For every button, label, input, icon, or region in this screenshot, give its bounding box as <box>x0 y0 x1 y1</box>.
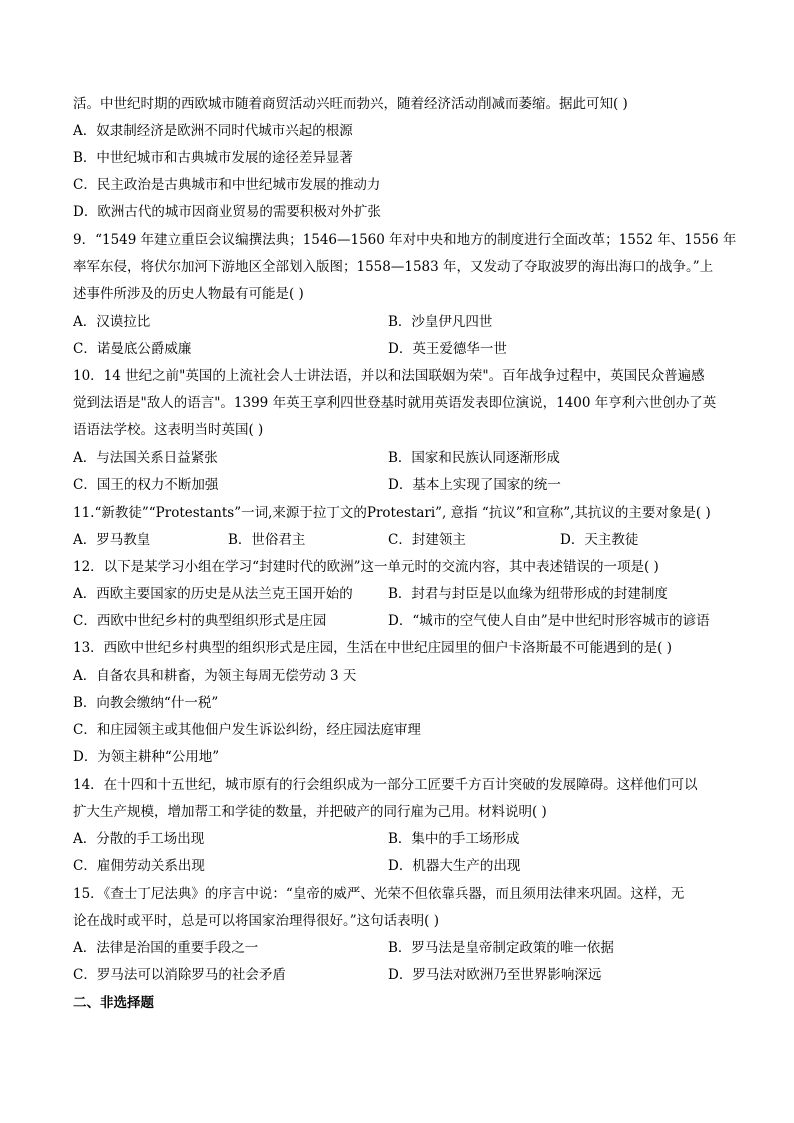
q13-stem: 13．西欧中世纪乡村典型的组织形式是庄园，生活在中世纪庄园里的佃户卡洛斯最不可能遇到的是( ) <box>73 640 673 656</box>
q12-option-d: D．“城市的空气使人自由”是中世纪时形容城市的谚语 <box>388 613 710 629</box>
q15-option-c: C．罗马法可以消除罗马的社会矛盾 <box>73 967 286 983</box>
q8-option-b: B．中世纪城市和古典城市发展的途径差异显著 <box>73 150 353 166</box>
q14-option-c: C．雇佣劳动关系出现 <box>73 858 205 874</box>
q12-option-b: B．封君与封臣是以血缘为纽带形成的封建制度 <box>388 586 668 602</box>
q13-option-b: B．向教会缴纳“什一税” <box>73 695 219 711</box>
q10-stem-line: 语语法学校。这表明当时英国( ) <box>73 422 264 438</box>
q11-option-d: D．天主教徒 <box>560 532 639 548</box>
q10-option-c: C．国王的权力不断加强 <box>73 477 219 493</box>
q12-option-a: A．西欧主要国家的历史是从法兰克王国开始的 <box>73 586 353 602</box>
q13-option-c: C．和庄园领主或其他佃户发生诉讼纠纷，经庄园法庭审理 <box>73 722 421 738</box>
q11-stem: 11.“新教徒”“Protestants”一词,来源于拉丁文的Protestari”, 意指 “抗议”和宣称”,其抗议的主要对象是( ) <box>73 505 711 521</box>
q12-stem: 12．以下是某学习小组在学习“封建时代的欧洲”这一单元时的交流内容，其中表述错误的一项是( ) <box>73 559 659 575</box>
q9-option-a: A．汉谟拉比 <box>73 314 151 330</box>
q8-option-a: A．奴隶制经济是欧洲不同时代城市兴起的根源 <box>73 123 353 139</box>
q9-option-d: D．英王爱德华一世 <box>388 341 507 357</box>
q14-option-a: A．分散的手工场出现 <box>73 831 205 847</box>
q9-option-c: C．诺曼底公爵威廉 <box>73 341 192 357</box>
q10-stem-line: 10．14 世纪之前"英国的上流社会人士讲法语，并以和法国联姻为荣"。百年战争过程中，英国民众普遍感 <box>73 368 705 384</box>
q13-option-a: A．自备农具和耕畜，为领主每周无偿劳动 3 天 <box>73 668 357 684</box>
q10-option-a: A．与法国关系日益紧张 <box>73 450 218 466</box>
q11-option-b: B．世俗君主 <box>228 532 306 548</box>
q9-stem-line: 述事件所涉及的历史人物最有可能是( ) <box>73 286 304 302</box>
q15-stem-line: 论在战时或平时，总是可以将国家治理得很好。”这句话表明( ) <box>73 913 439 929</box>
q11-option-c: C．封建领主 <box>388 532 466 548</box>
q15-option-a: A．法律是治国的重要手段之一 <box>73 940 259 956</box>
q14-stem-line: 扩大生产规模，增加帮工和学徒的数量，并把破产的同行雇为己用。材料说明( ) <box>73 804 547 820</box>
q9-stem-line: 率军东侵，将伏尔加河下游地区全部划入版图；1558—1583 年，又发动了夺取波罗的海出海口的战争。”上 <box>73 259 714 275</box>
q8-stem-tail: 活。中世纪时期的西欧城市随着商贸活动兴旺而勃兴，随着经济活动削减而萎缩。据此可知( ) <box>73 96 628 112</box>
q14-stem-line: 14．在十四和十五世纪，城市原有的行会组织成为一部分工匠要千方百计突破的发展障碍。这样他们可以 <box>73 777 698 793</box>
q13-option-d: D．为领主耕种“公用地” <box>73 749 220 765</box>
q10-stem-line: 觉到法语是"敌人的语言"。1399 年英王享利四世登基时就用英语发表即位演说，1400 年亨利六世创办了英 <box>73 395 717 411</box>
q10-option-b: B．国家和民族认同逐渐形成 <box>388 450 560 466</box>
q14-option-d: D．机器大生产的出现 <box>388 858 521 874</box>
q9-stem-line: 9．“1549 年建立重臣会议编撰法典；1546—1560 年对中央和地方的制度进行全面改革；1552 年、1556 年 <box>73 232 737 248</box>
q15-stem-line: 15．《查士丁尼法典》的序言中说：“皇帝的威严、光荣不但依靠兵器，而且须用法律来巩固。这样，无 <box>73 886 685 902</box>
q12-option-c: C．西欧中世纪乡村的典型组织形式是庄园 <box>73 613 327 629</box>
q11-option-a: A．罗马教皇 <box>73 532 151 548</box>
q10-option-d: D．基本上实现了国家的统一 <box>388 477 561 493</box>
q8-option-d: D．欧洲古代的城市因商业贸易的需要积极对外扩张 <box>73 204 381 220</box>
q9-option-b: B．沙皇伊凡四世 <box>388 314 493 330</box>
q15-option-b: B．罗马法是皇帝制定政策的唯一依据 <box>388 940 614 956</box>
q14-option-b: B．集中的手工场形成 <box>388 831 520 847</box>
section-heading: 二、非选择题 <box>73 995 154 1011</box>
q15-option-d: D．罗马法对欧洲乃至世界影响深远 <box>388 967 602 983</box>
q8-option-c: C．民主政治是古典城市和中世纪城市发展的推动力 <box>73 177 381 193</box>
